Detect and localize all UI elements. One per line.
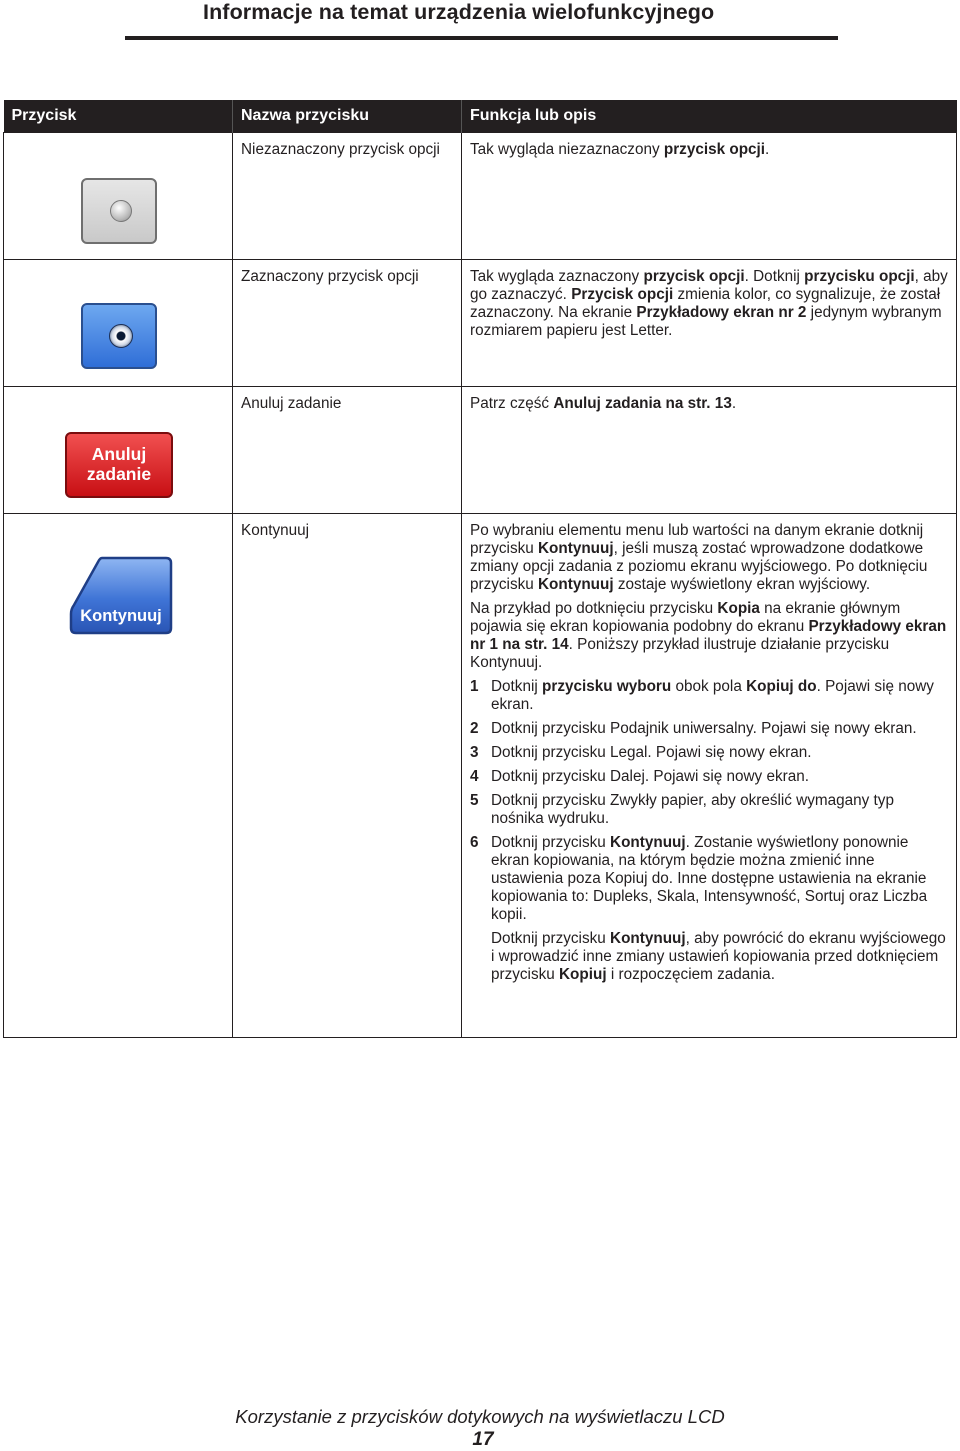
bold-text: Kopiuj	[559, 966, 607, 983]
desc-paragraph: Na przykład po dotknięciu przycisku Kopia na ekranie głównym pojawia się ekran kopiowania podobny do ekranu Przykładowy ekran nr 1 na str. 14. Poniższy przykład ilustruje działanie przycisku Kontynuuj.	[470, 600, 947, 671]
continue-button-label: Kontynuuj	[80, 607, 162, 625]
bold-text: przycisk opcji	[643, 268, 745, 285]
radio-selected-icon	[81, 303, 157, 369]
button-name-cell: Kontynuuj	[233, 514, 462, 1038]
button-desc-cell	[462, 514, 957, 1038]
table-row	[4, 133, 957, 260]
bold-text: Przycisk opcji	[571, 286, 674, 303]
list-item	[470, 744, 948, 762]
table-row	[4, 387, 957, 514]
radio-unselected-icon	[81, 178, 157, 244]
list-item	[470, 792, 948, 828]
step-number: 3	[470, 744, 479, 761]
bold-text: Przykładowy ekran nr 1 na str. 14	[470, 618, 947, 653]
continue-button-icon	[68, 556, 174, 636]
bold-text: Anuluj zadania na str. 13	[553, 395, 732, 412]
table-row	[4, 260, 957, 387]
list-item	[470, 768, 948, 786]
bold-text: przycisku opcji	[804, 268, 915, 285]
buttons-table	[3, 100, 957, 1038]
table-row	[4, 514, 957, 1038]
list-item	[470, 678, 948, 714]
button-name-cell: Niezaznaczony przycisk opcji	[233, 133, 462, 260]
step-text: Dotknij przycisku Podajnik uniwersalny. Pojawi się nowy ekran.	[491, 720, 917, 737]
bold-text: Kontynuuj	[538, 540, 614, 557]
table-header-row	[4, 100, 957, 133]
cancel-button-line1: Anuluj	[91, 444, 147, 464]
button-name-cell: Anuluj zadanie	[233, 387, 462, 514]
cancel-job-button-icon	[65, 432, 173, 498]
page-title: Informacje na temat urządzenia wielofunkcyjnego	[203, 0, 715, 24]
title-rule	[125, 36, 838, 40]
bold-text: Przykładowy ekran nr 2	[636, 304, 807, 321]
button-desc-cell	[462, 133, 957, 260]
button-desc-cell	[462, 260, 957, 387]
header-funkcja: Funkcja lub opis	[462, 100, 957, 133]
steps-list	[470, 678, 948, 924]
button-image-cell	[4, 387, 233, 514]
bold-text: przycisku wyboru	[542, 678, 672, 695]
button-image-cell	[4, 260, 233, 387]
step-text: Dotknij przycisku Zwykły papier, aby określić wymagany typ nośnika wydruku.	[491, 792, 894, 827]
bold-text: Kontynuuj	[610, 834, 686, 851]
button-image-cell	[4, 133, 233, 260]
step-number: 2	[470, 720, 479, 737]
after-steps-paragraph: Dotknij przycisku Kontynuuj, aby powrócić do ekranu wyjściowego i wprowadzić inne zmiany ustawień kopiowania przed dotknięciem przycisku Kopiuj i rozpoczęciem zadania.	[491, 930, 946, 983]
bold-text: Kontynuuj	[538, 576, 614, 593]
desc-text: Patrz część Anuluj zadania na str. 13.	[470, 395, 737, 412]
page-number: 17	[472, 1429, 494, 1450]
step-number: 4	[470, 768, 479, 785]
button-desc-cell	[462, 387, 957, 514]
step-number: 6	[470, 834, 479, 851]
header-nazwa: Nazwa przycisku	[233, 100, 462, 133]
bold-text: Kopiuj do	[746, 678, 817, 695]
header-przycisk: Przycisk	[4, 100, 233, 133]
step-text: Dotknij przycisku wyboru obok pola Kopiuj do. Pojawi się nowy ekran.	[491, 678, 934, 713]
desc-text: Tak wygląda niezaznaczony przycisk opcji.	[470, 141, 770, 158]
cancel-button-line2: zadanie	[86, 464, 152, 484]
button-name-cell: Zaznaczony przycisk opcji	[233, 260, 462, 387]
desc-text: Tak wygląda zaznaczony przycisk opcji. Dotknij przycisku opcji, aby go zaznaczyć. Przycisk opcji zmienia kolor, co sygnalizuje, że został zaznaczony. Na ekranie Przykładowy ekran nr 2 jedynym wybranym rozmiarem papieru jest Letter.	[470, 268, 948, 339]
button-image-cell	[4, 514, 233, 1038]
bold-text: przycisk opcji	[663, 141, 766, 158]
step-text: Dotknij przycisku Dalej. Pojawi się nowy ekran.	[491, 768, 809, 785]
desc-paragraph: Po wybraniu elementu menu lub wartości na danym ekranie dotknij przycisku Kontynuuj, jeśli muszą zostać wprowadzone dodatkowe zmiany opcji zadania z poziomu ekranu wyjściowego. Po dotknięciu przycisku Kontynuuj zostaje wyświetlony ekran wyjściowy.	[470, 522, 928, 593]
step-number: 1	[470, 678, 479, 695]
step-text: Dotknij przycisku Kontynuuj. Zostanie wyświetlony ponownie ekran kopiowania, na którym będzie można zmienić inne ustawienia poza Kopiuj do. Inne dostępne ustawienia na ekranie kopiowania to: Dupleks, Skala, Intensywność, Sortuj oraz Liczba kopii.	[491, 834, 928, 923]
list-item	[470, 834, 948, 924]
list-item	[470, 720, 948, 738]
footer-section-title: Korzystanie z przycisków dotykowych na wyświetlaczu LCD	[235, 1406, 725, 1427]
bold-text: Kontynuuj	[610, 930, 686, 947]
step-number: 5	[470, 792, 479, 809]
bold-text: Kopia	[717, 600, 760, 617]
step-text: Dotknij przycisku Legal. Pojawi się nowy ekran.	[491, 744, 812, 761]
